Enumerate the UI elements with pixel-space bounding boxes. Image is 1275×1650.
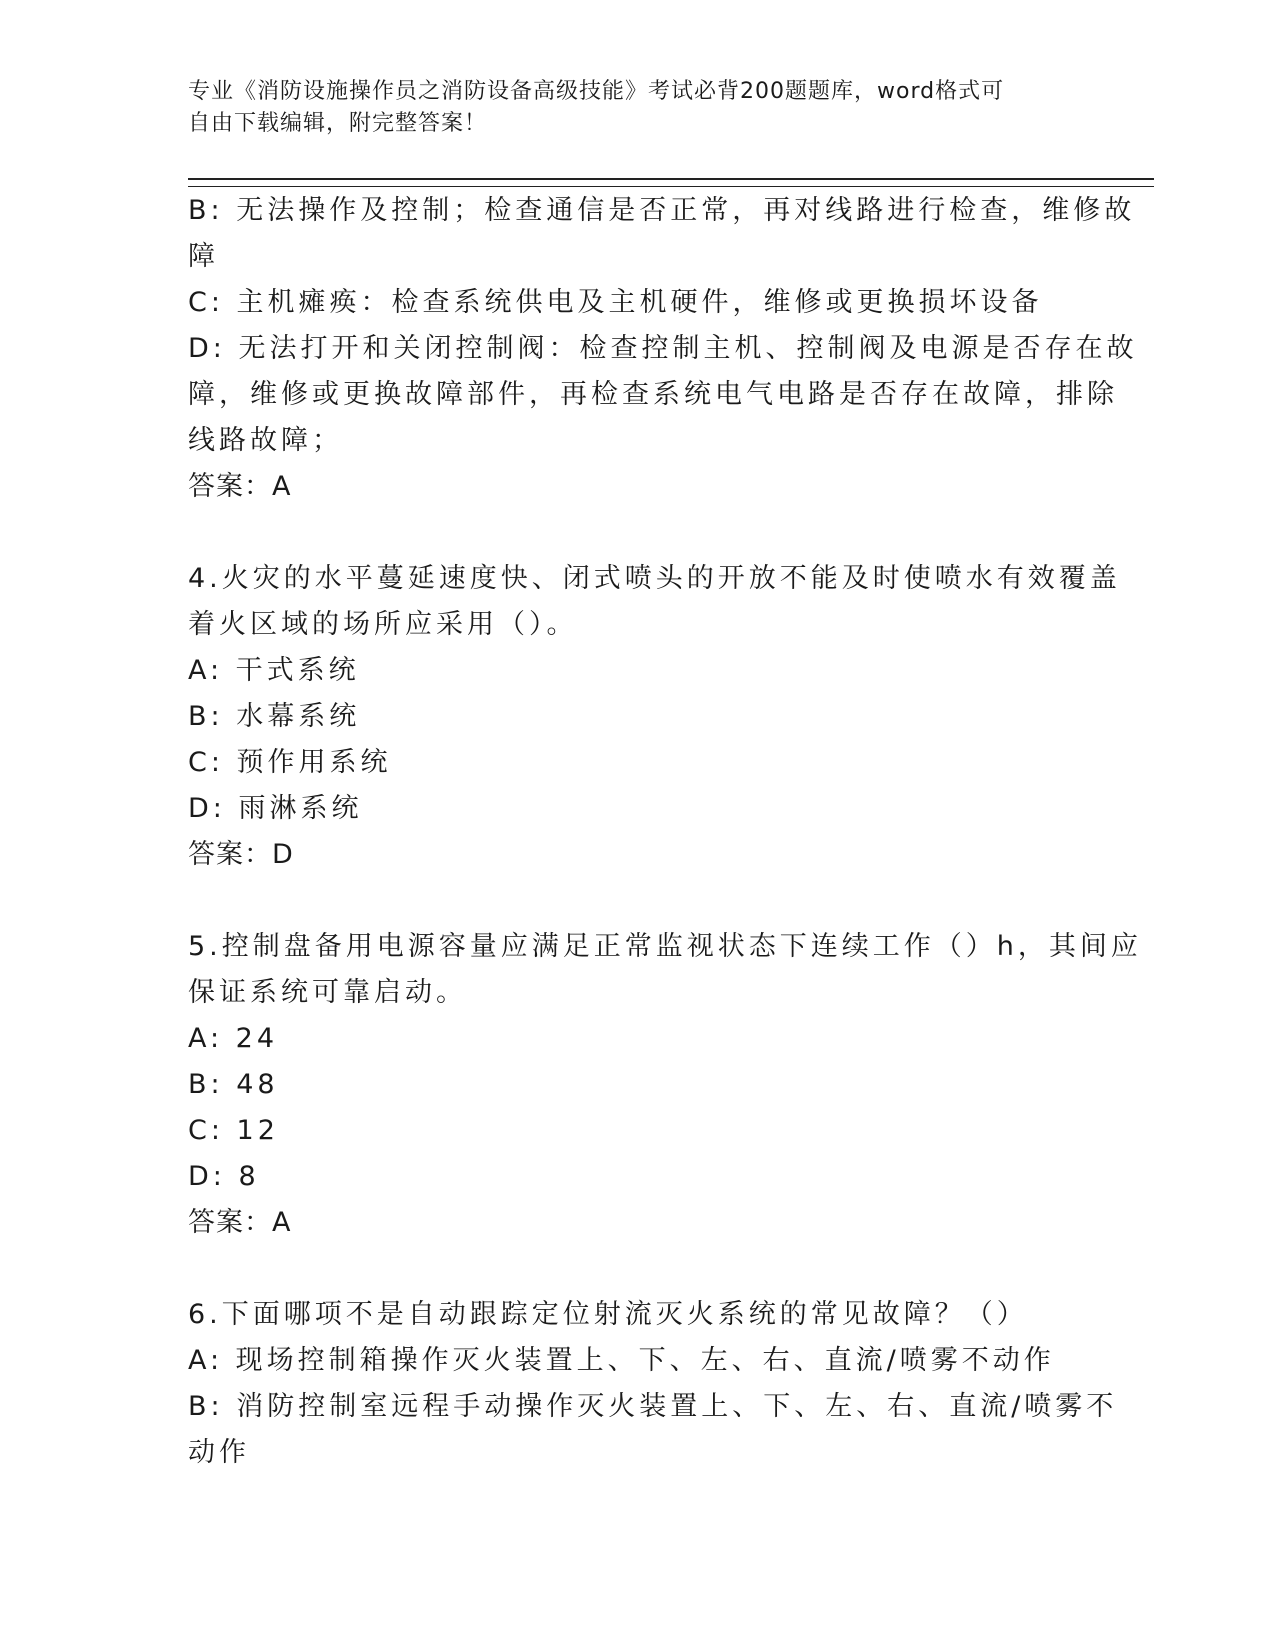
q4-stem-line-1: 4.火灾的水平蔓延速度快、闭式喷头的开放不能及时使喷水有效覆盖 [188, 563, 1121, 594]
q6-option-b-line-2: 动作 [188, 1437, 250, 1468]
document-body [188, 188, 1142, 1476]
q6-stem: 6.下面哪项不是自动跟踪定位射流灭火系统的常见故障？（） [188, 1299, 1028, 1330]
q4-answer: 答案：D [188, 839, 294, 870]
q4-option-c: C: 预作用系统 [188, 747, 392, 778]
q4-stem-line-2: 着火区域的场所应采用（）。 [188, 609, 578, 640]
header-divider [188, 178, 1154, 187]
q5-stem-line-2: 保证系统可靠启动。 [188, 977, 467, 1008]
header-line-1: 专业《消防设施操作员之消防设备高级技能》考试必背200题题库，word格式可 [188, 79, 1005, 104]
q4-option-a: A: 干式系统 [188, 655, 360, 686]
document-header [188, 76, 1068, 140]
q3-option-d-line-2: 障，维修或更换故障部件，再检查系统电气电路是否存在故障，排除 [188, 379, 1118, 410]
spacer [188, 878, 1088, 924]
q3-option-d-line-3: 线路故障； [188, 425, 343, 456]
question-5 [188, 924, 1142, 1246]
spacer [188, 1246, 1088, 1292]
q3-option-b-line-1: B: 无法操作及控制；检查通信是否正常，再对线路进行检查，维修故 [188, 195, 1136, 226]
q6-option-a: A: 现场控制箱操作灭火装置上、下、左、右、直流/喷雾不动作 [188, 1345, 1055, 1376]
question-6 [188, 1292, 1118, 1476]
q4-option-d: D: 雨淋系统 [188, 793, 363, 824]
q5-option-c: C: 12 [188, 1115, 279, 1146]
question-4 [188, 556, 1121, 878]
spacer [188, 510, 1088, 556]
q5-option-b: B: 48 [188, 1069, 279, 1100]
q5-option-d: D: 8 [188, 1161, 260, 1192]
header-line-2: 自由下载编辑，附完整答案！ [188, 111, 488, 136]
q3-answer: 答案：A [188, 471, 292, 502]
q4-option-b: B: 水幕系统 [188, 701, 361, 732]
q5-option-a: A: 24 [188, 1023, 279, 1054]
q3-option-b-line-2: 障 [188, 241, 219, 272]
question-3-options [188, 188, 1138, 510]
q3-option-d-line-1: D: 无法打开和关闭控制阀：检查控制主机、控制阀及电源是否存在故 [188, 333, 1138, 364]
q3-option-c: C: 主机瘫痪：检查系统供电及主机硬件，维修或更换损坏设备 [188, 287, 1043, 318]
q5-stem-line-1: 5.控制盘备用电源容量应满足正常监视状态下连续工作（）h，其间应 [188, 931, 1142, 962]
q5-answer: 答案：A [188, 1207, 292, 1238]
q6-option-b-line-1: B: 消防控制室远程手动操作灭火装置上、下、左、右、直流/喷雾不 [188, 1391, 1118, 1422]
